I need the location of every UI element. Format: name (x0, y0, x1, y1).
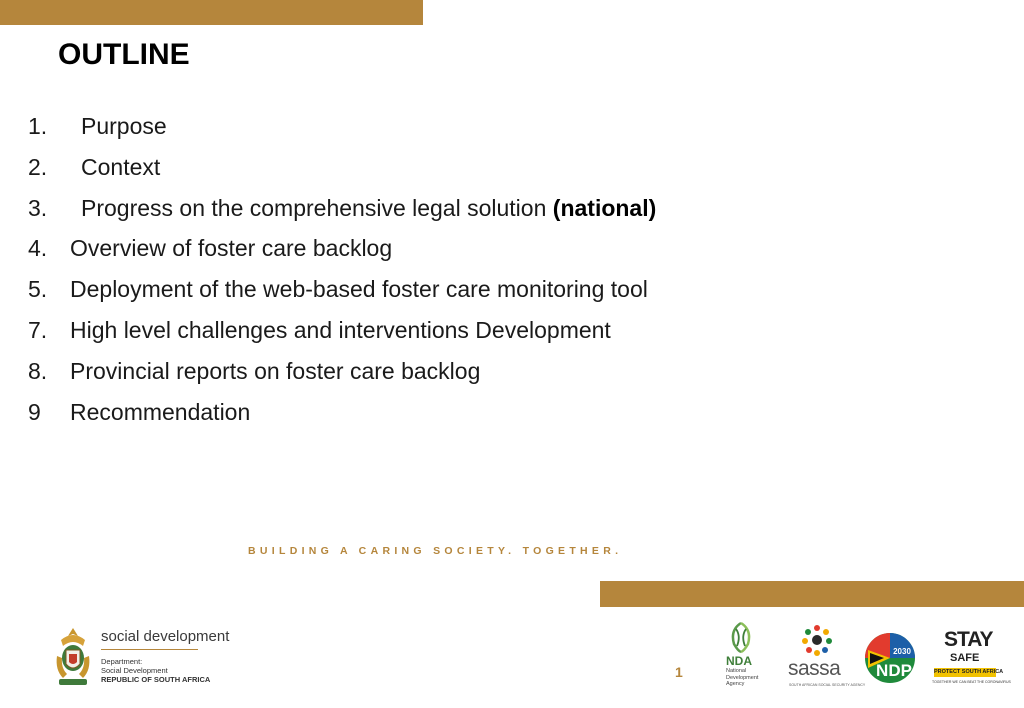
list-item (28, 310, 656, 351)
nda-abbreviation: NDA (726, 654, 752, 668)
item-number: 9 (28, 398, 41, 425)
tagline: BUILDING A CARING SOCIETY. TOGETHER. (248, 545, 623, 557)
ndp-emblem-icon (864, 628, 916, 688)
item-text: Purpose (81, 113, 167, 139)
department-divider (101, 649, 198, 650)
sassa-logo (788, 624, 866, 690)
stay-safe-logo (930, 628, 1011, 688)
bottom-accent-bar (600, 581, 1024, 607)
page-number: 1 (675, 664, 683, 680)
nda-logo (724, 620, 764, 692)
list-item (28, 106, 656, 147)
department-title: Social Development (101, 666, 168, 675)
item-text: Overview of foster care backlog (70, 235, 393, 262)
item-text: High level challenges and interventions Development (70, 316, 611, 343)
list-item (28, 147, 656, 188)
nda-full-name: National Development Agency (726, 668, 759, 687)
stay-safe-subtitle: SAFE (950, 652, 980, 664)
stay-safe-title: STAY (944, 628, 993, 651)
item-number: 7. (28, 316, 48, 343)
item-number: 8. (28, 357, 48, 384)
stay-safe-band: PROTECT SOUTH AFRICA (934, 669, 1004, 675)
sassa-full-name: SOUTH AFRICAN SOCIAL SECURITY AGENCY (789, 683, 866, 687)
department-country: REPUBLIC OF SOUTH AFRICA (101, 675, 211, 684)
list-item (28, 392, 656, 433)
sassa-emblem-icon (788, 624, 846, 658)
list-item (28, 351, 656, 392)
ndp-abbreviation: NDP (876, 661, 912, 680)
outline-list (28, 106, 656, 432)
coat-of-arms-icon (53, 626, 93, 688)
ndp-year: 2030 (893, 647, 911, 656)
item-text: Progress on the comprehensive legal solution (81, 194, 553, 221)
item-text: Context (81, 153, 161, 180)
item-number: 3. (28, 194, 48, 221)
list-item (28, 188, 656, 229)
department-logo (53, 626, 230, 690)
item-text: Deployment of the web-based foster care monitoring tool (70, 276, 648, 303)
item-text: Recommendation (70, 398, 251, 425)
item-number: 1. (28, 113, 48, 139)
item-text: Provincial reports on foster care backlog (70, 357, 481, 384)
item-number: 5. (28, 276, 48, 303)
item-number: 2. (28, 153, 48, 180)
list-item (28, 228, 656, 269)
nda-emblem-icon (724, 620, 758, 654)
list-item (28, 269, 656, 310)
stay-safe-tagline: TOGETHER WE CAN BEAT THE CORONAVIRUS (932, 680, 1011, 684)
ndp-2030-logo (864, 628, 916, 688)
department-label: Department: (101, 657, 143, 666)
department-name: social development (101, 628, 230, 645)
item-text-emphasis: (national) (552, 194, 657, 221)
page-title: OUTLINE (58, 38, 190, 71)
top-accent-bar (0, 0, 423, 25)
item-number: 4. (28, 235, 48, 262)
sassa-wordmark: sassa (788, 657, 841, 680)
